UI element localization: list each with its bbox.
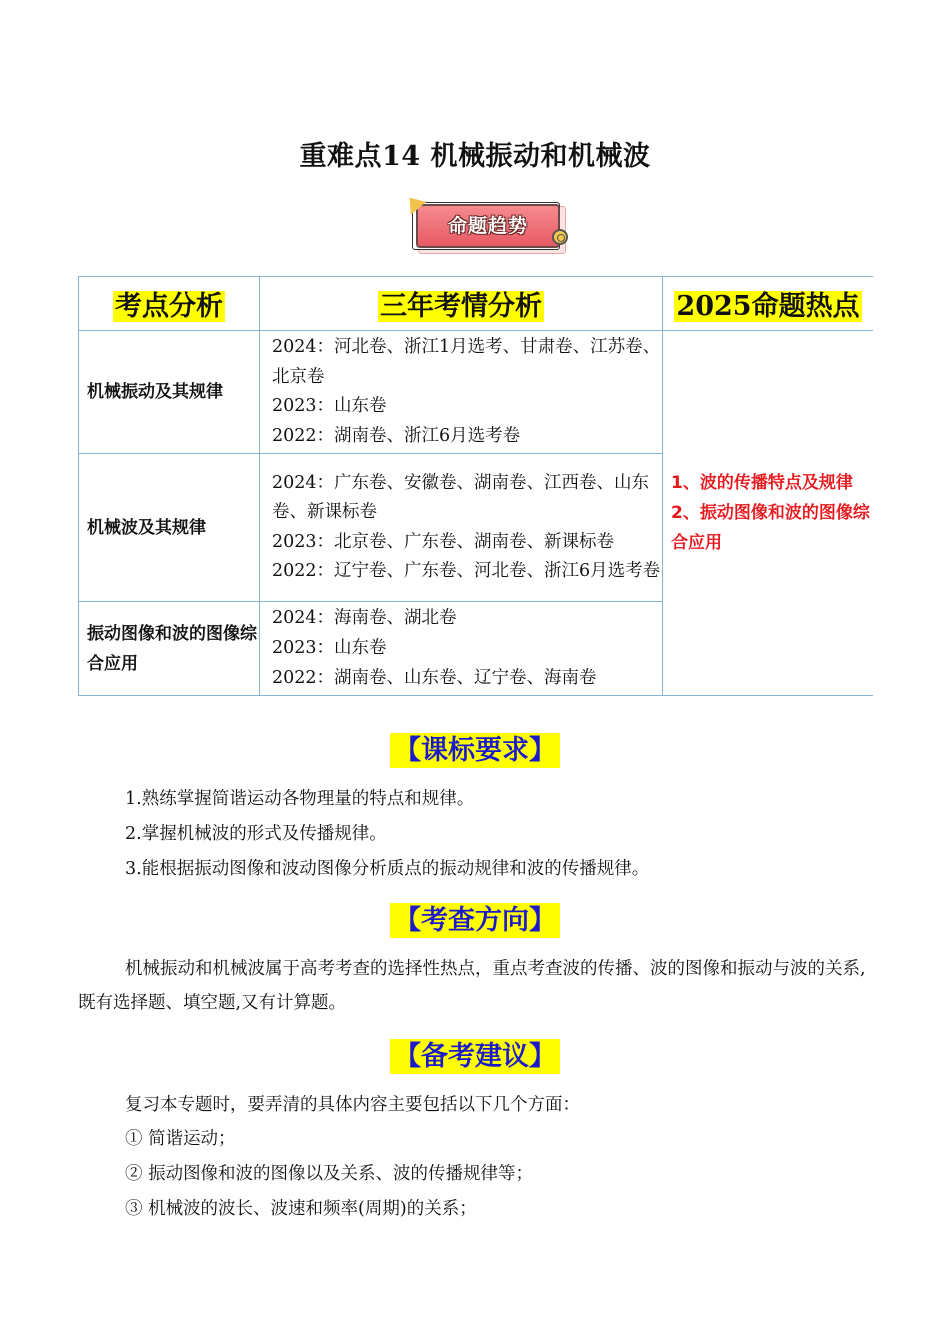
curriculum-item: 2.掌握机械波的形式及传播规律。: [125, 824, 387, 844]
year-line: 2024：河北卷、浙江1月选考、甘肃卷、江苏卷、北京卷: [272, 337, 661, 387]
year-line: 2023：山东卷: [272, 637, 387, 658]
coin-icon: [552, 229, 568, 245]
row-years: [260, 602, 663, 696]
direction-text: 机械振动和机械波属于高考考查的选择性热点，重点考查波的传播、波的图像和振动与波的关系,既有选择题、填空题,又有计算题。: [78, 959, 866, 1013]
year-line: 2022：湖南卷、山东卷、辽宁卷、海南卷: [272, 667, 597, 688]
year-line: 2023：北京卷、广东卷、湖南卷、新课标卷: [272, 531, 615, 552]
table-header-row: [79, 277, 874, 331]
hot-points: [663, 331, 874, 696]
year-line: 2022：辽宁卷、广东卷、河北卷、浙江6月选考卷: [272, 561, 661, 582]
header-topic: 考点分析: [79, 277, 260, 331]
section-heading-advice: 【备考建议】: [0, 1034, 950, 1073]
curriculum-item: 1.熟练掌握简谐运动各物理量的特点和规律。: [125, 789, 475, 809]
row-topic: 机械波及其规律: [79, 454, 260, 602]
hot-point: 1、波的传播特点及规律: [671, 473, 853, 494]
row-years: [260, 331, 663, 454]
trend-table: [78, 276, 873, 696]
trend-badge: [404, 196, 574, 258]
table-row: [79, 331, 874, 454]
header-years: 三年考情分析: [260, 277, 663, 331]
advice-intro: 复习本专题时，要弄清的具体内容主要包括以下几个方面：: [125, 1095, 580, 1115]
row-topic: 振动图像和波的图像综合应用: [79, 602, 260, 696]
year-line: 2024：海南卷、湖北卷: [272, 608, 457, 629]
year-line: 2022：湖南卷、浙江6月选考卷: [272, 425, 521, 446]
row-topic: 机械振动及其规律: [79, 331, 260, 454]
year-line: 2023：山东卷: [272, 396, 387, 417]
section-heading-curriculum: 【课标要求】: [0, 728, 950, 767]
header-hot: 2025命题热点: [663, 277, 874, 331]
curriculum-item: 3.能根据振动图像和波动图像分析质点的振动规律和波的传播规律。: [125, 859, 650, 879]
year-line: 2024：广东卷、安徽卷、湖南卷、江西卷、山东卷、新课标卷: [272, 472, 650, 523]
section-heading-direction: 【考查方向】: [0, 898, 950, 937]
hot-point: 2、振动图像和波的图像综合应用: [671, 503, 870, 554]
advice-item: ③ 机械波的波长、波速和频率(周期)的关系；: [125, 1199, 477, 1219]
advice-item: ① 简谐运动；: [125, 1129, 236, 1149]
advice-item: ② 振动图像和波的图像以及关系、波的传播规律等；: [125, 1164, 534, 1184]
row-years: [260, 454, 663, 602]
badge-label: 命题趋势: [416, 204, 560, 248]
page-title: 重难点14 机械振动和机械波: [299, 141, 651, 172]
